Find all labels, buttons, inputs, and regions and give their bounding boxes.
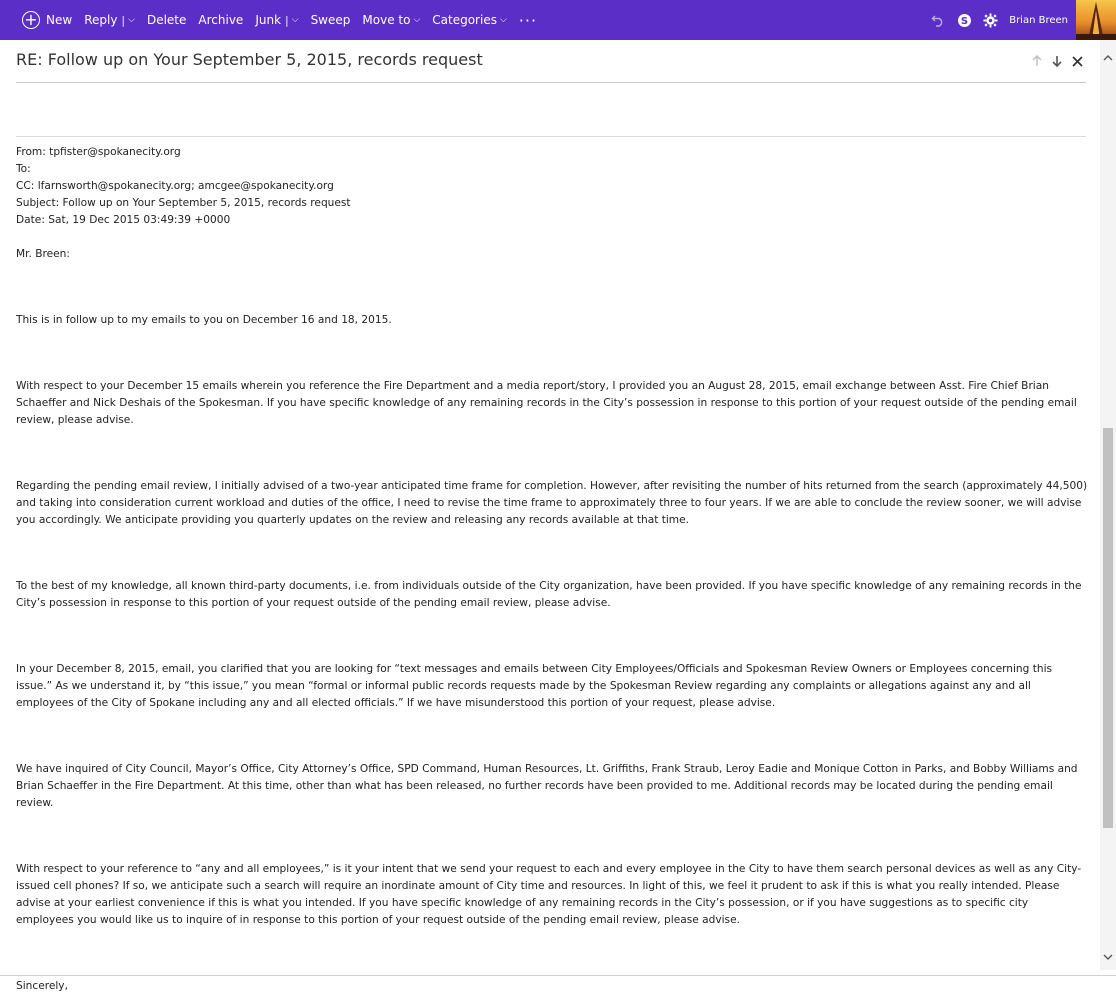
body-paragraph: This is in follow up to my emails to you on December 16 and 18, 2015. [16, 314, 392, 326]
split-divider-icon: | [121, 13, 126, 27]
avatar[interactable] [1076, 0, 1116, 40]
new-label: New [46, 13, 73, 27]
arrow-down-icon [1051, 55, 1063, 67]
delete-button[interactable] [141, 0, 192, 40]
body-paragraph: To the best of my knowledge, all known third-party documents, i.e. from individuals outside of the City organization, have been provided. If you have specific knowledge of any remaining records in the City’s possession in response to this portion of your request outside of the pending email review, please advise. [16, 580, 1082, 609]
body-paragraph: With respect to your reference to “any and all employees,” is it your intent that we send your request to each and every employee in the City to have them search personal devices as well as any City-issued cell phones? If so, we anticipate such a search will require an inordinate amount of City time and resources. In light of this, we feel it prudent to ask if this is what you really intended. Please advise at your earliest convenience if this is what you intended. If you have specific knowledge of any remaining records in the City’s possession, or if you have suggestions as to specific city employees you would like us to inquire of in response to this portion of your request outside of the pending email review, please advise. [16, 863, 1082, 926]
arrow-up-icon [1031, 55, 1043, 67]
greeting: Mr. Breen: [16, 248, 70, 260]
command-bar [0, 0, 1116, 40]
close-icon [1072, 56, 1083, 67]
header-tools [925, 0, 1116, 40]
junk-label: Junk [255, 13, 282, 27]
previous-message-button[interactable] [1028, 52, 1046, 70]
chevron-down-icon[interactable]: ⌵ [291, 15, 299, 25]
user-name[interactable]: Brian Breen [1009, 14, 1068, 26]
message-nav-tools [1026, 52, 1086, 70]
message-subject-row [16, 46, 1086, 83]
closing: Sincerely, [16, 980, 68, 992]
next-message-button[interactable] [1048, 52, 1066, 70]
scroll-up-button[interactable] [1100, 48, 1116, 66]
quoted-cc: CC: lfarnsworth@spokanecity.org; amcgee@spokanecity.org [16, 180, 334, 192]
plus-circle-icon: + [22, 11, 40, 29]
categories-button[interactable] [426, 0, 513, 40]
message-body [16, 144, 1088, 995]
quoted-to: To: [16, 163, 31, 175]
scrollbar-thumb[interactable] [1103, 428, 1113, 828]
body-paragraph: In your December 8, 2015, email, you clarified that you are looking for “text messages and emails between City Employees/Officials and Spokesman Review Owners or Employees concerning this issue.” As we understand it, by “this issue,” you mean “formal or informal public records requests made by the Spokesman Review regarding any complaints or allegations against any and all employees of the City of Spokane including any and all elected officials.” If we have misunderstood this portion of your request, please advise. [16, 663, 1053, 709]
avatar-image-icon [1076, 0, 1116, 40]
categories-label: Categories [432, 13, 497, 27]
new-button[interactable] [16, 0, 78, 40]
skype-button[interactable] [951, 0, 977, 40]
reply-button[interactable] [78, 0, 141, 40]
body-paragraph: With respect to your December 15 emails wherein you reference the Fire Department and a media report/story, I provided you an August 28, 2015, email exchange between Asst. Fire Chief Brian Schaeffer and Nick Deshais of the Spokesman. If you have specific knowledge of any remaining records in the City’s possession in response to this portion of your request outside of the pending email review, please advise. [16, 380, 1077, 426]
chevron-down-icon [1103, 954, 1113, 961]
sweep-label: Sweep [310, 13, 351, 27]
undo-button[interactable] [925, 0, 951, 40]
undo-icon [931, 13, 945, 27]
chevron-down-icon: ⌵ [413, 15, 421, 25]
junk-button[interactable] [249, 0, 304, 40]
more-dots-icon: ··· [518, 10, 538, 30]
quoted-from: From: tpfister@spokanecity.org [16, 146, 181, 158]
archive-button[interactable] [192, 0, 249, 40]
skype-icon [957, 13, 972, 28]
chevron-down-icon: ⌵ [499, 15, 507, 25]
header-divider [16, 136, 1086, 137]
chevron-down-icon[interactable]: ⌵ [128, 15, 135, 25]
message-subject: RE: Follow up on Your September 5, 2015, records request [16, 50, 483, 69]
archive-label: Archive [198, 13, 244, 27]
vertical-scrollbar[interactable] [1100, 40, 1116, 970]
reply-label: Reply [84, 13, 118, 27]
quoted-subject: Subject: Follow up on Your September 5, 2015, records request [16, 197, 351, 209]
delete-label: Delete [146, 13, 187, 27]
close-message-button[interactable] [1068, 52, 1086, 70]
quoted-date: Date: Sat, 19 Dec 2015 03:49:39 +0000 [16, 214, 231, 226]
body-paragraph: We have inquired of City Council, Mayor’s Office, City Attorney’s Office, SPD Command, Human Resources, Lt. Griffiths, Frank Straub, Leroy Eadie and Monique Cotton in Parks, and Bobby Williams and Brian Schaeffer in the Fire Department. At this time, other than what has been released, no further records have been provided to me. Additional records may be located during the pending email review. [16, 763, 1078, 809]
scroll-down-button[interactable] [1100, 948, 1116, 966]
split-divider-icon: | [285, 13, 289, 27]
svg-text:S: S [960, 15, 968, 27]
sweep-button[interactable] [305, 0, 357, 40]
body-paragraph: Regarding the pending email review, I initially advised of a two-year anticipated time frame for completion. However, after revisiting the number of hits returned from the search (approximately 44,500) and taking into consideration current workload and duties of the office, I need to revise the time frame to approximately three to four years. If we are able to conclude the review sooner, we will advise you accordingly. We anticipate providing you quarterly updates on the review and releasing any records available at that time. [16, 480, 1088, 526]
bottom-border [0, 975, 1116, 976]
chevron-up-icon [1103, 54, 1113, 61]
settings-button[interactable] [977, 0, 1003, 40]
more-actions-button[interactable] [513, 0, 543, 40]
move-to-label: Move to [362, 13, 411, 27]
gear-icon [983, 13, 998, 28]
move-to-button[interactable] [356, 0, 426, 40]
